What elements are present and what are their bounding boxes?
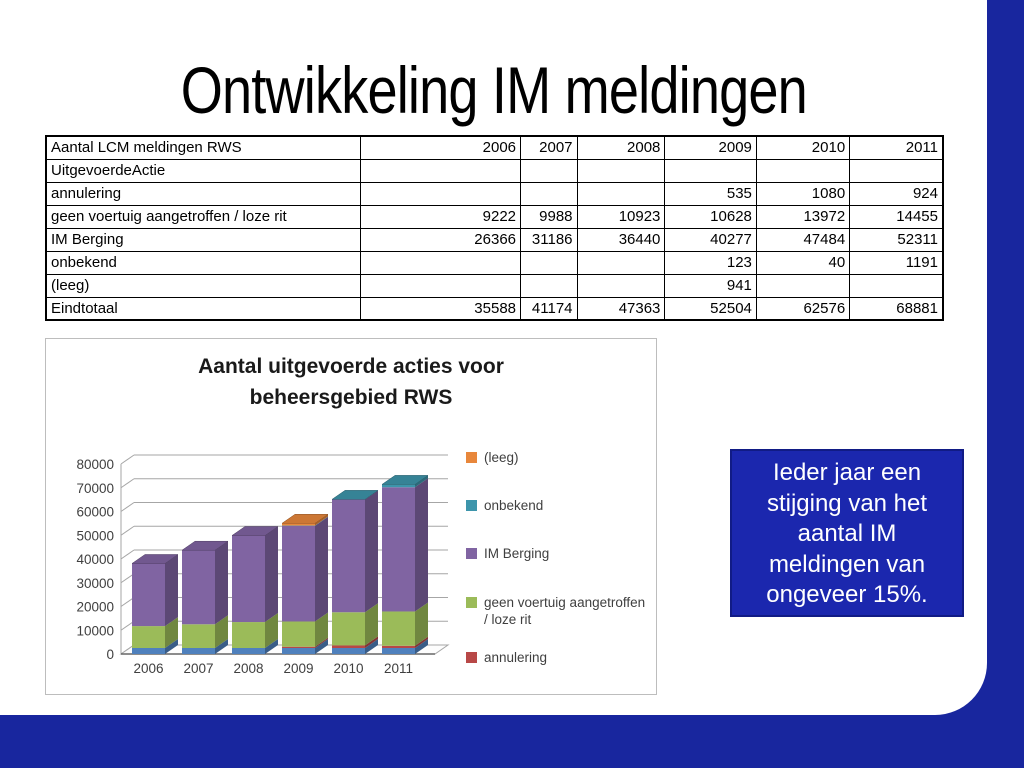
legend-swatch-icon [466, 652, 477, 663]
table-cell: 2010 [756, 136, 849, 159]
table-cell: 47363 [577, 297, 665, 320]
legend-label: annulering [484, 650, 548, 665]
table-cell: 1191 [850, 251, 943, 274]
table-cell: Aantal LCM meldingen RWS [46, 136, 361, 159]
table-cell: 924 [850, 182, 943, 205]
table-cell: 14455 [850, 205, 943, 228]
table-cell: 40 [756, 251, 849, 274]
svg-text:2010: 2010 [333, 661, 364, 676]
table-cell [521, 251, 578, 274]
table-cell: 9222 [361, 205, 521, 228]
table-cell: 13972 [756, 205, 849, 228]
svg-text:2006: 2006 [133, 661, 164, 676]
table-cell [361, 274, 521, 297]
table-header-row [46, 136, 943, 159]
stacked-bar-chart-3d [46, 339, 656, 694]
table-cell: 36440 [577, 228, 665, 251]
svg-text:2009: 2009 [283, 661, 314, 676]
table-cell: 941 [665, 274, 756, 297]
legend-item [466, 545, 649, 562]
legend-swatch-icon [466, 452, 477, 463]
table-cell [756, 274, 849, 297]
table-cell: 10923 [577, 205, 665, 228]
legend-label: geen voertuig aangetroffen / loze rit [484, 595, 646, 627]
table-row [46, 274, 943, 297]
table-cell: annulering [46, 182, 361, 205]
table-cell: 26366 [361, 228, 521, 251]
table-cell [850, 159, 943, 182]
svg-text:50000: 50000 [76, 528, 114, 544]
page-title-text: Ontwikkeling IM meldingen [180, 53, 807, 127]
table-cell: 68881 [850, 297, 943, 320]
legend-item [466, 497, 649, 514]
legend-label: IM Berging [484, 546, 550, 561]
info-callout-line: meldingen van [768, 550, 926, 578]
svg-text:0: 0 [106, 647, 114, 662]
table-cell: 62576 [756, 297, 849, 320]
table-cell [361, 159, 521, 182]
svg-text:60000: 60000 [76, 504, 114, 520]
table-cell: 2006 [361, 136, 521, 159]
info-callout-box [730, 449, 964, 617]
legend-label: (leeg) [484, 450, 519, 465]
table-row [46, 205, 943, 228]
table-cell [521, 159, 578, 182]
svg-text:2007: 2007 [183, 661, 214, 676]
table-cell: 2008 [577, 136, 665, 159]
table-row [46, 251, 943, 274]
svg-text:2008: 2008 [233, 661, 264, 676]
table-cell [521, 274, 578, 297]
chart-title-line2: beheersgebied RWS [249, 386, 453, 409]
meldingen-table-wrap [45, 135, 944, 321]
table-cell [577, 251, 665, 274]
info-callout-line: aantal IM [797, 520, 897, 547]
table-row [46, 159, 943, 182]
table-cell: UitgevoerdeActie [46, 159, 361, 182]
table-cell [577, 159, 665, 182]
svg-text:20000: 20000 [76, 599, 114, 615]
table-cell: Eindtotaal [46, 297, 361, 320]
table-cell: 52504 [665, 297, 756, 320]
table-cell [850, 274, 943, 297]
table-cell: 52311 [850, 228, 943, 251]
table-row [46, 297, 943, 320]
page-title [0, 52, 987, 128]
table-cell [665, 159, 756, 182]
table-row [46, 228, 943, 251]
table-cell: IM Berging [46, 228, 361, 251]
legend-item [466, 449, 649, 466]
table-cell [577, 274, 665, 297]
svg-text:40000: 40000 [76, 552, 114, 567]
chart-panel [45, 338, 657, 695]
table-row [46, 182, 943, 205]
table-cell: 31186 [521, 228, 578, 251]
chart-title-line1: Aantal uitgevoerde acties voor [198, 355, 504, 378]
table-cell: 535 [665, 182, 756, 205]
table-cell: 2009 [665, 136, 756, 159]
table-cell: 123 [665, 251, 756, 274]
table-cell: 40277 [665, 228, 756, 251]
info-callout-line: ongeveer 15%. [766, 581, 928, 608]
legend-label: onbekend [484, 498, 544, 513]
table-cell: 1080 [756, 182, 849, 205]
legend-swatch-icon [466, 548, 477, 559]
legend-swatch-icon [466, 500, 477, 511]
table-cell [361, 251, 521, 274]
legend-item [466, 649, 649, 666]
table-cell: 35588 [361, 297, 521, 320]
table-cell: 41174 [521, 297, 578, 320]
table-cell: 9988 [521, 205, 578, 228]
info-callout-line: stijging van het [766, 489, 928, 517]
info-callout-line: Ieder jaar een [772, 459, 922, 486]
svg-text:80000: 80000 [76, 457, 114, 472]
table-cell: 47484 [756, 228, 849, 251]
legend-swatch-icon [466, 597, 477, 608]
svg-text:2011: 2011 [383, 661, 414, 676]
table-cell: 2011 [850, 136, 943, 159]
meldingen-table [45, 135, 944, 321]
table-cell [521, 182, 578, 205]
table-cell [577, 182, 665, 205]
legend-item [466, 594, 649, 628]
table-cell: 10628 [665, 205, 756, 228]
table-cell [361, 182, 521, 205]
svg-text:10000: 10000 [76, 623, 114, 639]
table-cell: 2007 [521, 136, 578, 159]
table-cell: (leeg) [46, 274, 361, 297]
table-cell [756, 159, 849, 182]
svg-text:70000: 70000 [76, 480, 114, 496]
svg-text:30000: 30000 [76, 575, 114, 591]
table-cell: geen voertuig aangetroffen / loze rit [46, 205, 361, 228]
table-cell: onbekend [46, 251, 361, 274]
